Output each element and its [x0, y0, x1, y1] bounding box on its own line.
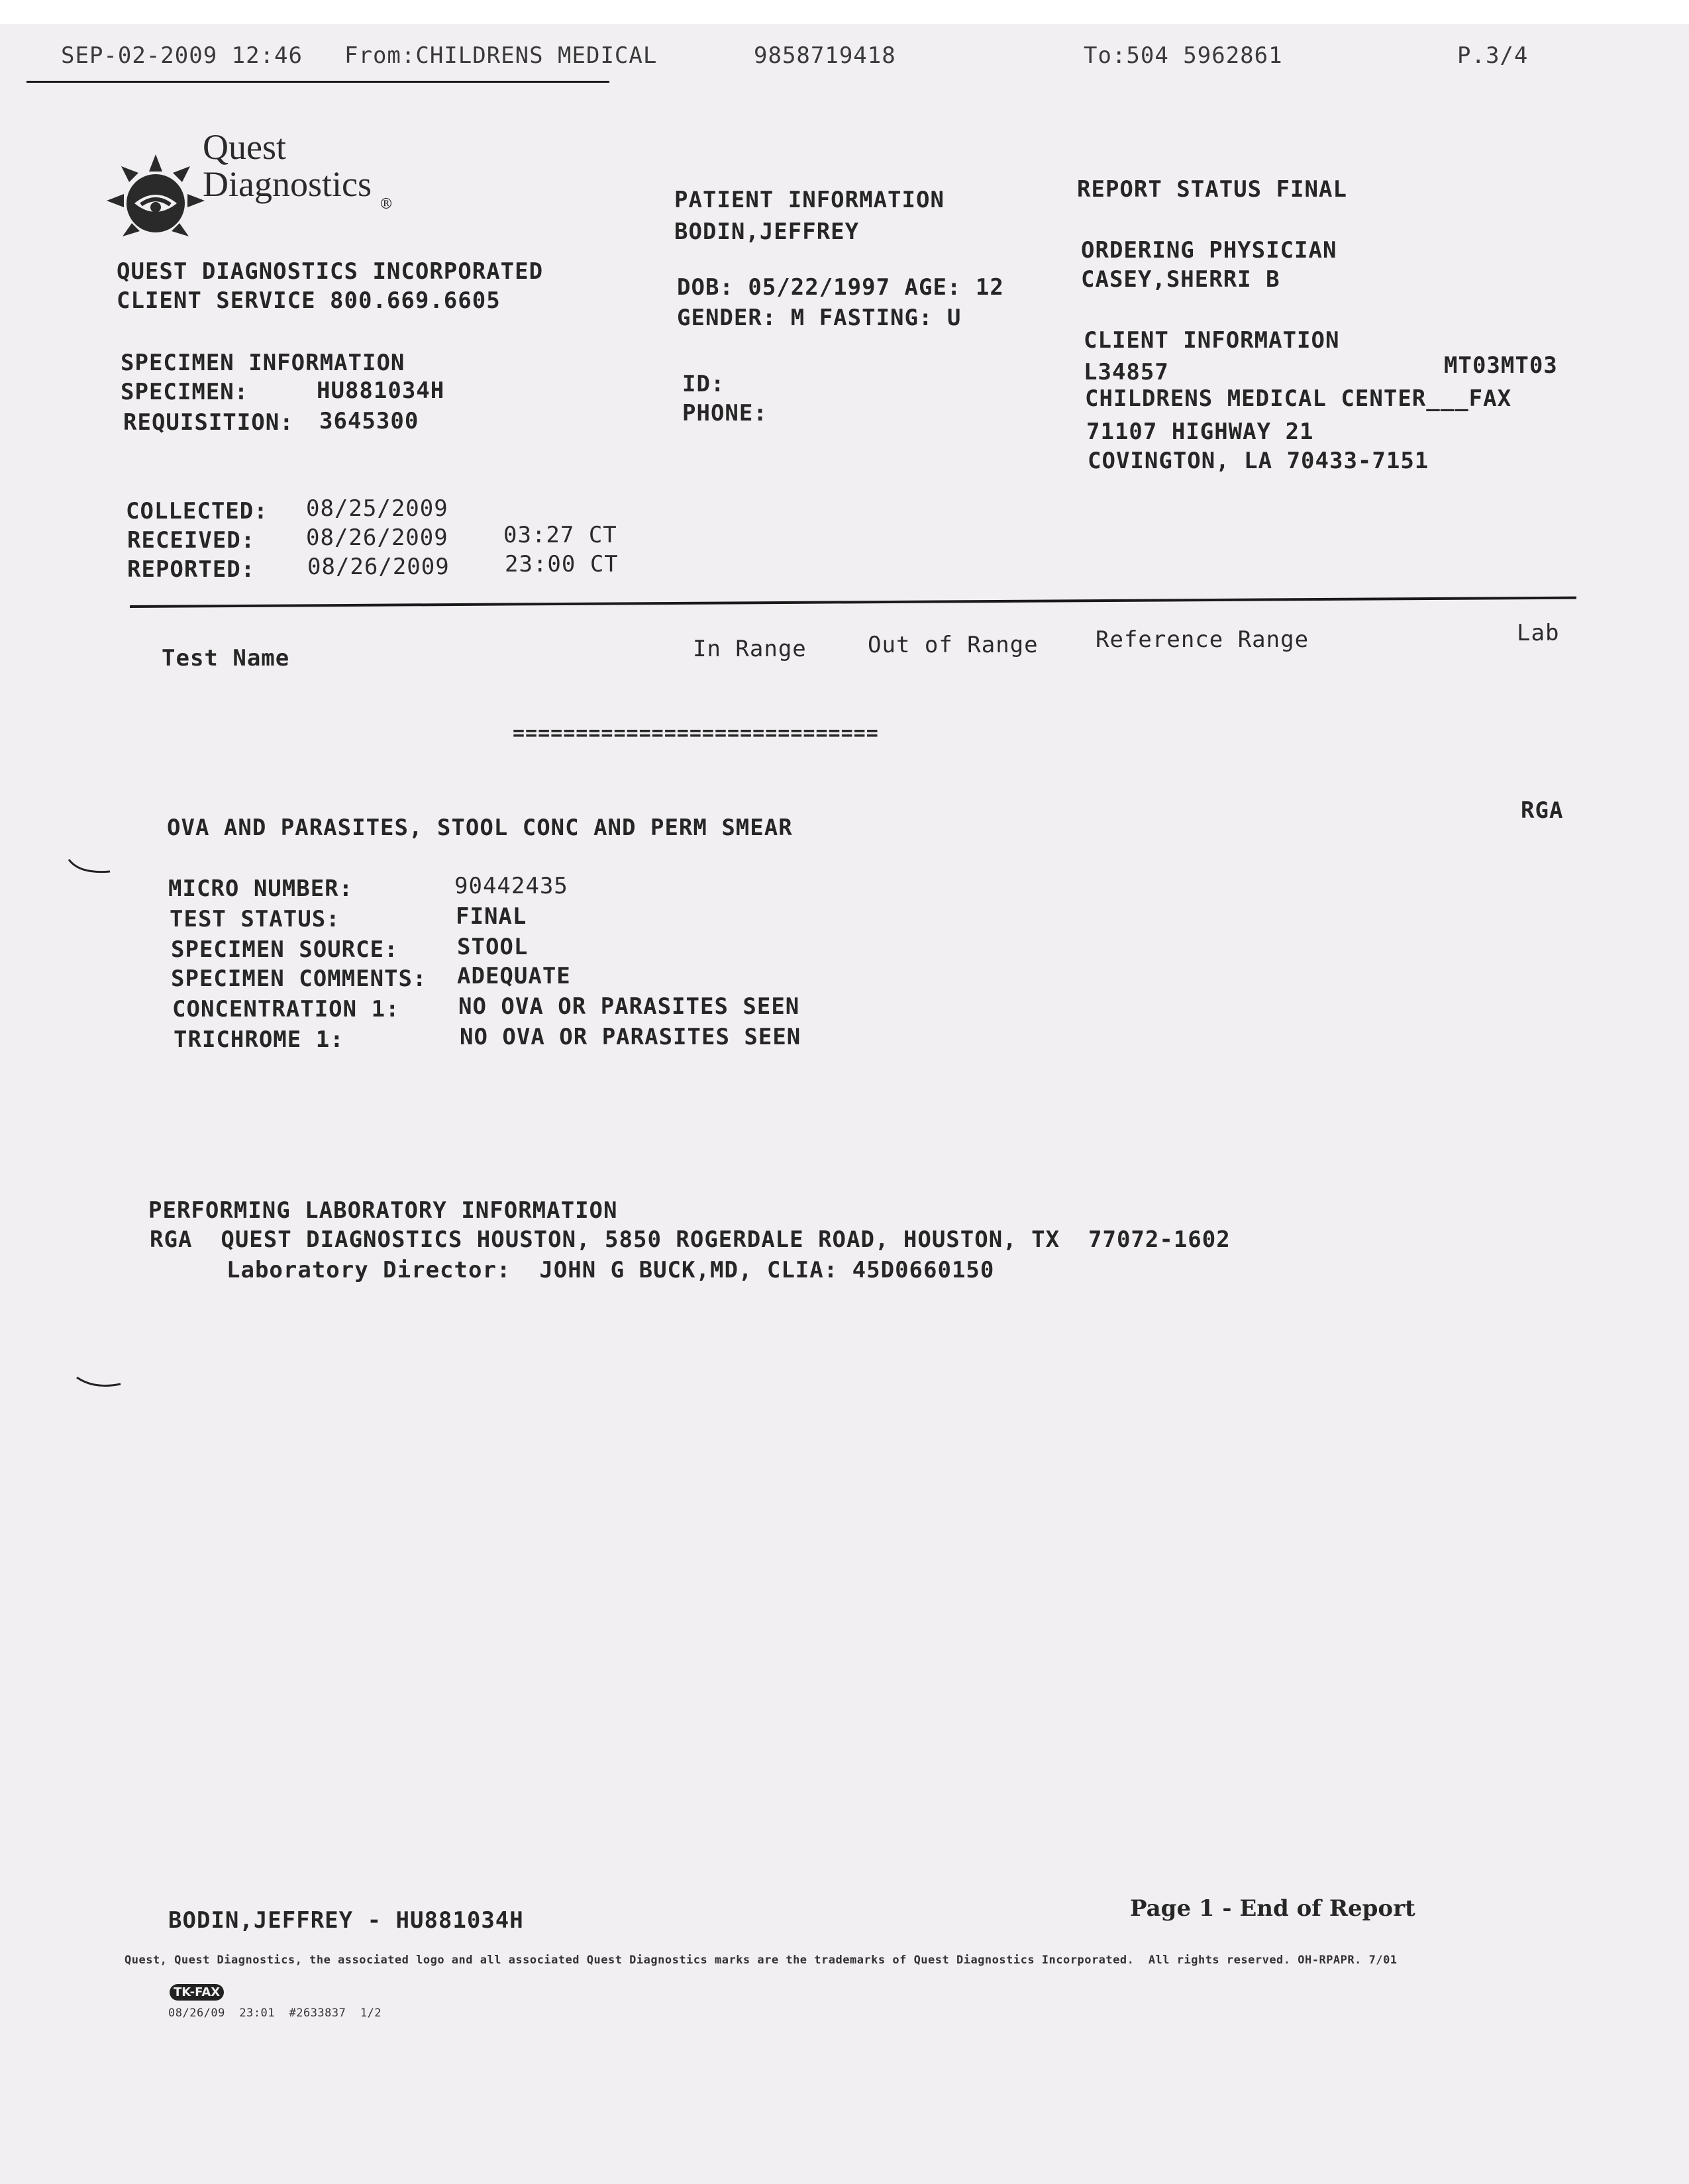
separator-line: =============================: [513, 722, 879, 745]
client-address1: 71107 HIGHWAY 21: [1086, 419, 1314, 445]
ordering-physician-name: CASEY,SHERRI B: [1081, 266, 1280, 293]
patient-dob: DOB: 05/22/1997 AGE: 12: [677, 274, 1004, 301]
client-service: CLIENT SERVICE 800.669.6605: [117, 287, 501, 314]
result-label: TRICHROME 1:: [174, 1026, 344, 1053]
client-info-heading: CLIENT INFORMATION: [1084, 327, 1340, 354]
fax-from: From:CHILDRENS MEDICAL: [344, 42, 658, 69]
client-name: CHILDRENS MEDICAL CENTER___FAX: [1085, 385, 1512, 412]
result-label: TEST STATUS:: [170, 906, 340, 932]
reported-time: 23:00 CT: [505, 551, 619, 577]
test-lab-code: RGA: [1521, 797, 1564, 824]
laboratory-director: Laboratory Director: JOHN G BUCK,MD, CLIA: 45D0660150: [227, 1257, 995, 1283]
fax-to: To:504 5962861: [1084, 42, 1283, 69]
result-label: SPECIMEN COMMENTS:: [171, 966, 427, 992]
performing-lab-heading: PERFORMING LABORATORY INFORMATION: [148, 1197, 618, 1224]
performing-lab-address: RGA QUEST DIAGNOSTICS HOUSTON, 5850 ROGERDALE ROAD, HOUSTON, TX 77072-1602: [150, 1226, 1231, 1253]
received-date: 08/26/2009: [306, 524, 448, 551]
result-value: NO OVA OR PARASITES SEEN: [458, 993, 800, 1020]
client-account: L34857: [1084, 359, 1169, 385]
test-title: OVA AND PARASITES, STOOL CONC AND PERM SMEAR: [167, 815, 793, 841]
fax-page: P.3/4: [1457, 42, 1529, 69]
patient-gender: GENDER: M FASTING: U: [677, 305, 962, 331]
col-reference-range: Reference Range: [1096, 626, 1309, 653]
col-test-name: Test Name: [162, 645, 290, 671]
reported-label: REPORTED:: [127, 556, 256, 583]
result-label: SPECIMEN SOURCE:: [171, 936, 399, 963]
patient-name: BODIN,JEFFREY: [674, 219, 860, 245]
result-label: CONCENTRATION 1:: [172, 996, 400, 1022]
collected-date: 08/25/2009: [306, 495, 448, 522]
trademark-notice: Quest, Quest Diagnostics, the associated logo and all associated Quest Diagnostics marks are the trademarks of Quest Diagnostics Incorporated. All rights reserved. OH-RPAPR. 7/01: [125, 1954, 1398, 1967]
result-label: MICRO NUMBER:: [168, 875, 354, 902]
lab-name: QUEST DIAGNOSTICS INCORPORATED: [117, 258, 544, 285]
col-lab: Lab: [1517, 620, 1560, 646]
col-out-of-range: Out of Range: [868, 632, 1039, 658]
specimen-value: HU881034H: [317, 377, 445, 404]
logo-quest: Quest: [203, 127, 286, 167]
logo-diagnostics: Diagnostics: [203, 164, 372, 204]
received-label: RECEIVED:: [127, 527, 256, 554]
patient-id-label: ID:: [682, 371, 725, 397]
fax-badge: TK-FAX: [170, 1984, 224, 2001]
result-value: ADEQUATE: [457, 963, 571, 989]
patient-heading: PATIENT INFORMATION: [674, 187, 945, 213]
result-value: STOOL: [457, 934, 529, 960]
reported-date: 08/26/2009: [307, 554, 450, 580]
report-status: REPORT STATUS FINAL: [1077, 176, 1347, 203]
client-address2: COVINGTON, LA 70433-7151: [1088, 448, 1429, 474]
footer-patient-specimen: BODIN,JEFFREY - HU881034H: [168, 1907, 524, 1934]
requisition-value: 3645300: [319, 408, 419, 434]
margin-mark: [74, 1371, 127, 1397]
result-value: FINAL: [456, 903, 527, 930]
transmit-info: 08/26/09 23:01 #2633837 1/2: [168, 2007, 382, 2020]
result-value: 90442435: [454, 873, 568, 899]
page-top-margin: [0, 0, 1689, 24]
specimen-label: SPECIMEN:: [121, 379, 249, 405]
margin-mark: [66, 854, 119, 881]
quest-sunburst-icon: [103, 152, 209, 251]
requisition-label: REQUISITION:: [123, 409, 294, 436]
ordering-physician-heading: ORDERING PHYSICIAN: [1081, 237, 1337, 264]
specimen-heading: SPECIMEN INFORMATION: [121, 350, 405, 376]
col-in-range: In Range: [693, 636, 807, 662]
result-value: NO OVA OR PARASITES SEEN: [460, 1024, 801, 1050]
footer-page-info: Page 1 - End of Report: [1130, 1895, 1415, 1922]
quest-logo: [90, 139, 209, 254]
client-code: MT03MT03: [1444, 352, 1558, 379]
fax-from-number: 9858719418: [754, 42, 896, 69]
patient-phone-label: PHONE:: [682, 400, 768, 426]
fax-datetime: SEP-02-2009 12:46: [61, 42, 303, 69]
fax-header-underline: [26, 81, 609, 83]
collected-label: COLLECTED:: [126, 498, 268, 524]
section-divider: [130, 597, 1576, 608]
registered-mark: ®: [379, 196, 393, 213]
received-time: 03:27 CT: [503, 522, 617, 548]
